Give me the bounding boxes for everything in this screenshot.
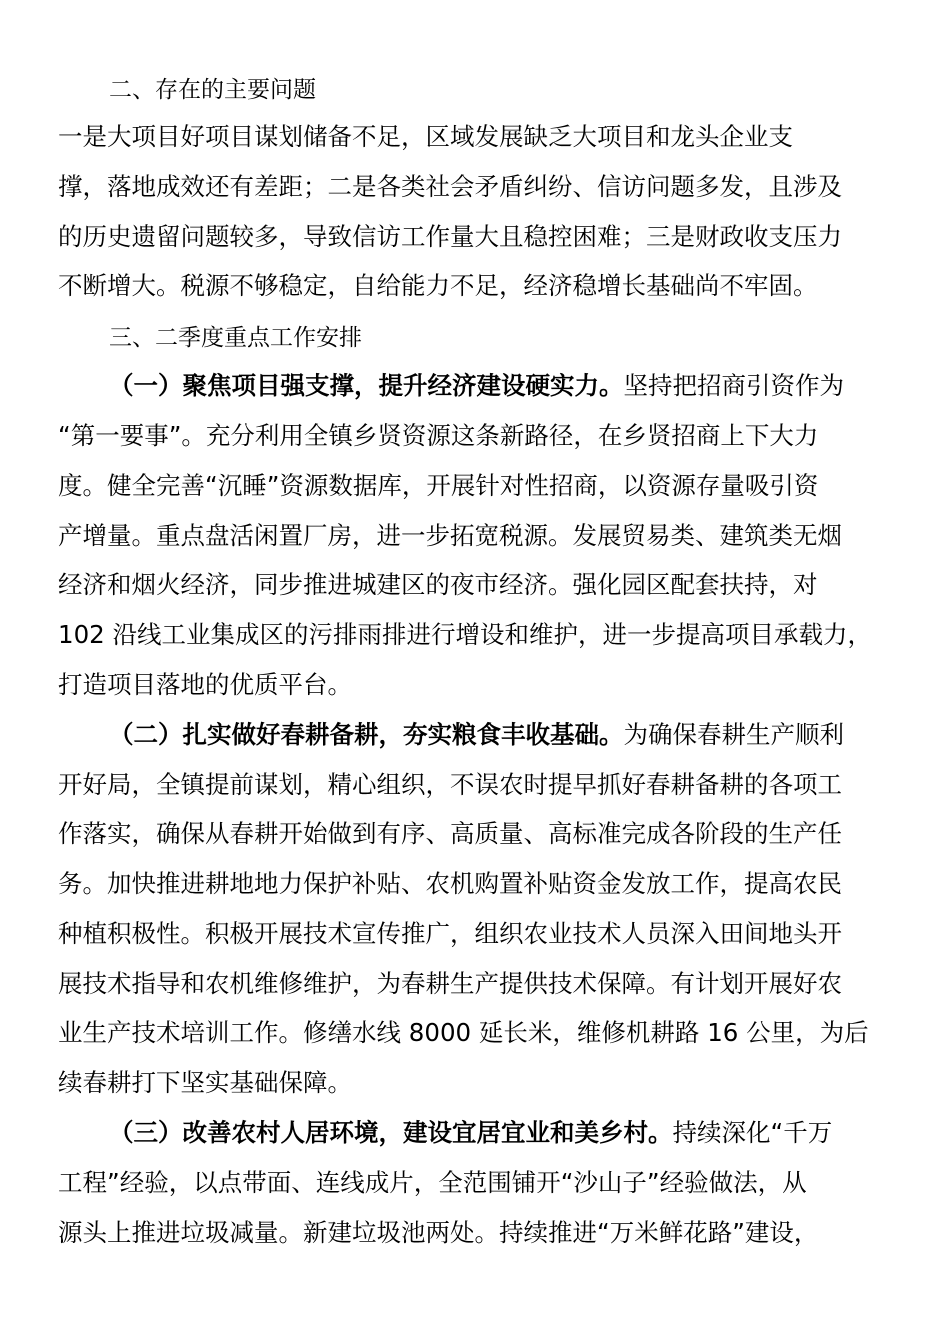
paragraph-line: 102 沿线工业集成区的污排雨排进行增设和维护，进一步提高项目承载力， [58,620,873,649]
paragraph-line: “第一要事”。充分利用全镇乡贤资源这条新路径，在乡贤招商上下大力 [58,421,819,450]
paragraph-line: 业生产技术培训工作。修缮水线 8000 延长米，维修机耕路 16 公里，为后 [58,1018,869,1047]
paragraph-line: 续春耕打下坚实基础保障。 [58,1068,352,1097]
paragraph-line: 务。加快推进耕地地力保护补贴、农机购置补贴资金发放工作，提高农民 [58,869,842,898]
paragraph-line: 一是大项目好项目谋划储备不足，区域发展缺乏大项目和龙头企业支 [58,122,793,151]
paragraph-line: 种植积极性。积极开展技术宣传推广，组织农业技术人员深入田间地头开 [58,919,842,948]
paragraph-line: 经济和烟火经济，同步推进城建区的夜市经济。强化园区配套扶持，对 [58,570,818,599]
paragraph-line: 不断增大。税源不够稳定，自给能力不足，经济稳增长基础尚不牢固。 [58,271,818,300]
paragraph-line: 展技术指导和农机维修维护，为春耕生产提供技术保障。有计划开展好农 [58,969,842,998]
item-title: （三）改善农村人居环境，建设宜居宜业和美乡村。 [109,1118,673,1147]
paragraph-line: 源头上推进垃圾减量。新建垃圾池两处。持续推进“万米鲜花路”建设， [58,1218,819,1247]
paragraph-line: 作落实，确保从春耕开始做到有序、高质量、高标准完成各阶段的生产任 [58,819,842,848]
item-title: （一）聚焦项目强支撑，提升经济建设硬实力。 [109,371,624,400]
paragraph-line: 撑，落地成效还有差距；二是各类社会矛盾纠纷、信访问题多发，且涉及 [58,172,842,201]
item-title: （二）扎实做好春耕备耕，夯实粮食丰收基础。 [109,720,624,749]
item-text: 为确保春耕生产顺利 [623,720,844,749]
paragraph-line: 工程”经验，以点带面、连线成片，全范围铺开“沙山子”经验做法，从 [58,1168,807,1197]
item-text: 持续深化“千万 [672,1118,833,1147]
paragraph-line: 开好局，全镇提前谋划，精心组织，不误农时提早抓好春耕备耕的各项工 [58,770,842,799]
section-heading: 二、存在的主要问题 [109,77,316,103]
paragraph-line: 打造项目落地的优质平台。 [58,670,352,699]
section-heading: 三、二季度重点工作安排 [109,325,362,351]
item-first-line [109,370,844,402]
paragraph-line: 度。健全完善“沉睡”资源数据库，开展针对性招商，以资源存量吸引资 [58,471,819,500]
item-text: 坚持把招商引资作为 [623,371,844,400]
paragraph-line: 产增量。重点盘活闲置厂房，进一步拓宽税源。发展贸易类、建筑类无烟 [58,521,842,550]
item-first-line [109,1117,832,1149]
paragraph-line: 的历史遗留问题较多，导致信访工作量大且稳控困难；三是财政收支压力 [58,222,842,251]
item-first-line [109,719,844,751]
